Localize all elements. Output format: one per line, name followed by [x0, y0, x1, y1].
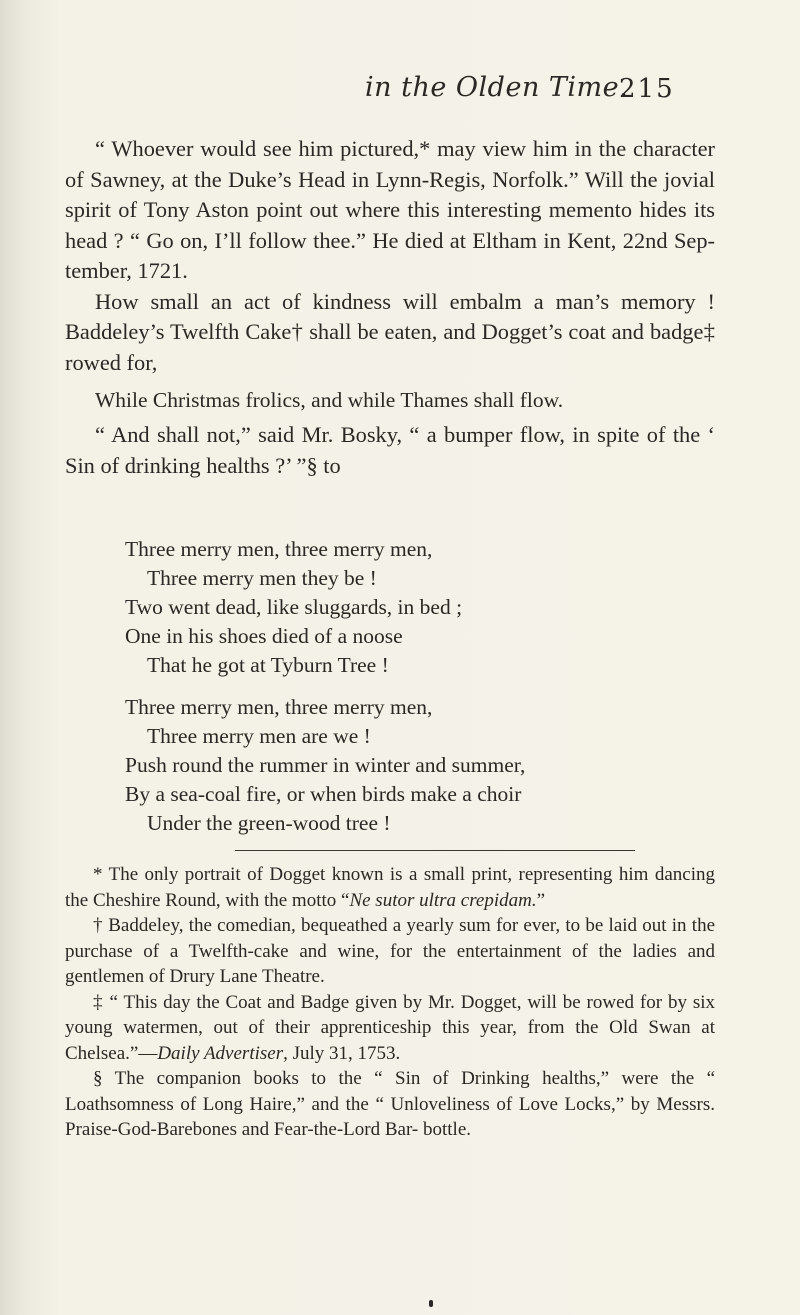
footnote-3-date: , July 31, 1753. [283, 1042, 401, 1064]
page-header [0, 70, 800, 110]
main-text [65, 134, 715, 481]
footnote-1-text: * The only portrait of Dogget known is a small print, representing him dancing the Cheshire Round, with the motto “ [65, 864, 715, 911]
footnote-3-source: Daily Advertiser [157, 1042, 284, 1064]
stanza-2 [125, 693, 725, 838]
footnote-3 [65, 990, 715, 1067]
running-title: in the Olden Time. [365, 72, 629, 103]
footnote-3-text: ‡ “ This day the Coat and Badge given by Mr. Dogget, will be rowed for by six young watermen, out of their apprenticeship this year, from the Old Swan at Chelsea.”— [65, 991, 715, 1064]
page-number: 215 [619, 74, 675, 104]
footnote-1-motto: Ne sutor ultra crepidam. [349, 889, 537, 911]
footnote-1 [65, 862, 715, 913]
stanza-1 [125, 535, 725, 680]
verse-line: Three merry men they be ! [147, 566, 377, 590]
ink-speck [429, 1300, 433, 1307]
paragraph-1: “ Whoever would see him pictured,* may view him in the character of Sawney, at the Duke’s Head in Lynn-Regis, Norfolk.” Will the jovial spirit of Tony Aston point out where this interesting memento hides its head ? “ Go on, I’ll follow thee.” He died at Eltham in Kent, 22nd Sep- tember, 1721. [65, 136, 715, 283]
verse-line: Three merry men are we ! [147, 724, 371, 748]
verse-line: Three merry men, three merry men, [125, 537, 433, 561]
footnote-2: † Baddeley, the comedian, bequeathed a yearly sum for ever, to be laid out in the purchase of a Twelfth-cake and wine, for the entertainment of the ladies and gentlemen of Drury Lane Theatre. [65, 915, 715, 987]
verse-line: That he got at Tyburn Tree ! [147, 653, 389, 677]
verse-line: Push round the rummer in winter and summer, [125, 753, 526, 777]
footnote-1-end: ” [536, 889, 546, 911]
verse-line: By a sea-coal fire, or when birds make a choir [125, 782, 522, 806]
verse-line: Under the green-wood tree ! [147, 811, 391, 835]
paragraph-2: How small an act of kindness will embalm a man’s memory ! Baddeley’s Twelfth Cake† shall be eaten, and Dogget’s coat and badge‡ rowed for, [65, 288, 715, 375]
verse-line: Three merry men, three merry men, [125, 695, 433, 719]
paragraph-3: “ And shall not,” said Mr. Bosky, “ a bumper flow, in spite of the ‘ Sin of drinking healths ?’ ”§ to [65, 422, 715, 478]
verse-line: One in his shoes died of a noose [125, 624, 403, 648]
footnote-rule [235, 850, 635, 851]
quoted-line: While Christmas frolics, and while Thames shall flow. [95, 388, 564, 412]
verse-line: Two went dead, like sluggards, in bed ; [125, 595, 463, 619]
footnote-4: § The companion books to the “ Sin of Drinking healths,” were the “ Loathsomness of Long Haire,” and the “ Unloveliness of Love Locks,” by Messrs. Praise-God-Barebones and Fear-the-Lord Bar- bottle. [65, 1068, 715, 1140]
footnotes [65, 862, 715, 1143]
song-verse [125, 535, 725, 851]
